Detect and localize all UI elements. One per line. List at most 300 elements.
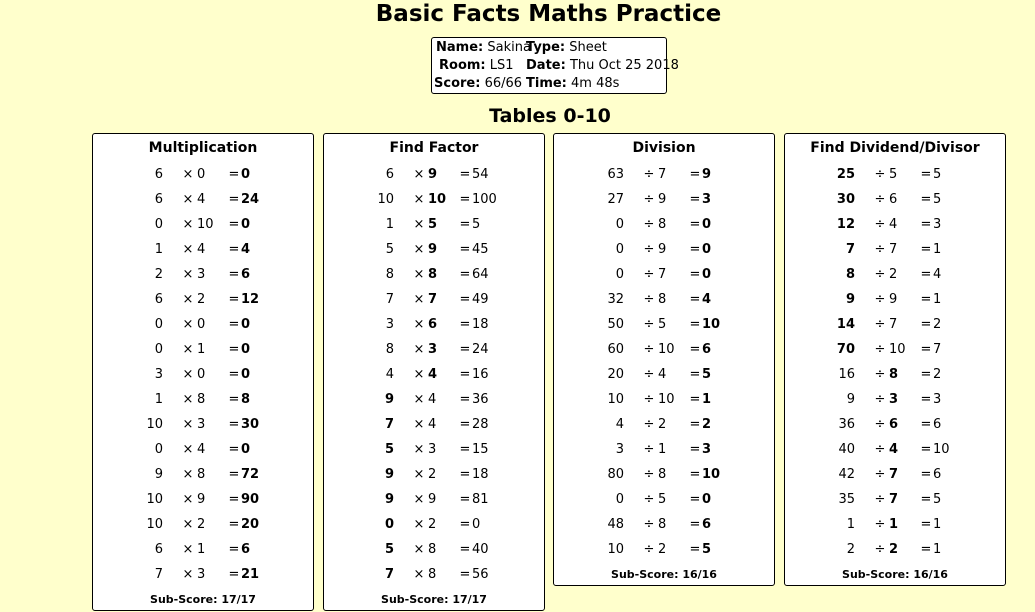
operator: ×: [413, 392, 425, 407]
fact-row: [785, 292, 1007, 317]
result: 5: [933, 192, 942, 207]
operand-b: 2: [889, 267, 898, 282]
result: 1: [933, 517, 942, 532]
equals-sign: =: [920, 242, 932, 257]
info-box: [431, 37, 679, 94]
sub-score: Sub-Score: 17/17: [150, 593, 256, 606]
fact-row: [554, 192, 776, 217]
result: 100: [472, 192, 497, 207]
operator: ×: [182, 342, 194, 357]
operator: ÷: [874, 492, 886, 507]
equals-sign: =: [689, 367, 701, 382]
operator: ×: [182, 542, 194, 557]
operand-b: 10: [197, 217, 214, 232]
fact-row: [324, 442, 546, 467]
operator: ÷: [874, 167, 886, 182]
operand-b: 4: [889, 217, 898, 232]
name-label: Name:: [436, 40, 484, 55]
tables-subtitle: Tables 0-10: [489, 105, 611, 127]
operand-a: 10: [146, 492, 163, 507]
equals-sign: =: [689, 392, 701, 407]
equals-sign: =: [228, 442, 240, 457]
operand-b: 7: [658, 267, 667, 282]
operand-a: 5: [384, 542, 394, 557]
score-value: 66/66: [484, 76, 523, 91]
operator: ×: [413, 217, 425, 232]
fact-row: [93, 567, 315, 592]
operator: ÷: [643, 392, 655, 407]
equals-sign: =: [459, 517, 471, 532]
operator: ÷: [643, 192, 655, 207]
equals-sign: =: [920, 167, 932, 182]
operand-b: 6: [428, 317, 438, 332]
equals-sign: =: [689, 317, 701, 332]
equals-sign: =: [920, 542, 932, 557]
operand-b: 9: [658, 242, 667, 257]
fact-row: [324, 492, 546, 517]
fact-row: [324, 392, 546, 417]
operand-b: 2: [428, 467, 437, 482]
result: 18: [472, 317, 489, 332]
fact-row: [324, 467, 546, 492]
operator: ×: [413, 342, 425, 357]
fact-row: [93, 217, 315, 242]
equals-sign: =: [459, 567, 471, 582]
operand-a: 7: [385, 292, 394, 307]
result: 16: [472, 367, 489, 382]
operator: ÷: [643, 342, 655, 357]
operand-b: 5: [889, 167, 898, 182]
fact-row: [324, 517, 546, 542]
fact-row: [93, 467, 315, 492]
operand-b: 10: [658, 392, 675, 407]
result: 7: [933, 342, 942, 357]
operand-a: 25: [836, 167, 855, 182]
operator: ×: [413, 242, 425, 257]
operator: ×: [413, 367, 425, 382]
operator: ×: [182, 467, 194, 482]
operand-a: 3: [385, 317, 394, 332]
operand-a: 48: [607, 517, 624, 532]
fact-row: [554, 342, 776, 367]
fact-row: [93, 442, 315, 467]
equals-sign: =: [459, 167, 471, 182]
result: 12: [241, 292, 260, 307]
operator: ×: [413, 267, 425, 282]
fact-row: [785, 242, 1007, 267]
result: 1: [933, 242, 942, 257]
equals-sign: =: [459, 492, 471, 507]
operand-a: 12: [836, 217, 855, 232]
operator: ÷: [643, 367, 655, 382]
equals-sign: =: [689, 292, 701, 307]
operand-b: 4: [197, 192, 206, 207]
fact-row: [785, 417, 1007, 442]
operand-b: 8: [889, 367, 899, 382]
equals-sign: =: [228, 542, 240, 557]
equals-sign: =: [689, 267, 701, 282]
operand-b: 4: [428, 392, 437, 407]
equals-sign: =: [228, 467, 240, 482]
fact-row: [785, 517, 1007, 542]
type-field: [526, 40, 607, 55]
operand-a: 9: [154, 467, 163, 482]
equals-sign: =: [920, 217, 932, 232]
operand-a: 80: [607, 467, 624, 482]
operand-b: 4: [428, 417, 437, 432]
time-value: 4m 48s: [571, 76, 620, 91]
equals-sign: =: [689, 417, 701, 432]
result: 72: [241, 467, 260, 482]
panel-0: [92, 133, 314, 611]
equals-sign: =: [689, 517, 701, 532]
equals-sign: =: [459, 342, 471, 357]
equals-sign: =: [920, 517, 932, 532]
fact-row: [554, 317, 776, 342]
operand-a: 4: [615, 417, 624, 432]
result: 0: [241, 217, 251, 232]
operand-a: 0: [615, 267, 624, 282]
operator: ÷: [874, 542, 886, 557]
operand-a: 7: [384, 417, 394, 432]
operand-b: 4: [889, 442, 899, 457]
result: 4: [702, 292, 712, 307]
operand-a: 0: [154, 217, 163, 232]
fact-row: [93, 492, 315, 517]
fact-row: [93, 417, 315, 442]
operand-b: 6: [889, 417, 899, 432]
operand-b: 1: [889, 517, 899, 532]
operator: ÷: [874, 442, 886, 457]
result: 5: [472, 217, 481, 232]
result: 6: [933, 417, 942, 432]
fact-row: [554, 492, 776, 517]
operand-a: 30: [836, 192, 855, 207]
result: 5: [702, 367, 712, 382]
score-field: [434, 76, 522, 91]
fact-row: [93, 267, 315, 292]
operand-a: 5: [385, 242, 394, 257]
result: 3: [933, 217, 942, 232]
fact-row: [554, 217, 776, 242]
operand-a: 7: [384, 567, 394, 582]
equals-sign: =: [459, 442, 471, 457]
equals-sign: =: [459, 242, 471, 257]
operator: ÷: [874, 342, 886, 357]
equals-sign: =: [689, 342, 701, 357]
room-label: Room:: [439, 58, 486, 73]
result: 3: [702, 192, 712, 207]
result: 64: [472, 267, 489, 282]
operand-b: 8: [658, 517, 667, 532]
fact-row: [93, 167, 315, 192]
fact-row: [93, 542, 315, 567]
equals-sign: =: [228, 392, 240, 407]
operand-b: 7: [889, 242, 898, 257]
operand-a: 10: [377, 192, 394, 207]
fact-row: [785, 367, 1007, 392]
fact-row: [785, 542, 1007, 567]
date-label: Date:: [526, 58, 566, 73]
operand-b: 7: [428, 292, 438, 307]
operand-a: 0: [384, 517, 394, 532]
equals-sign: =: [459, 392, 471, 407]
result: 1: [933, 292, 942, 307]
panel-2: [553, 133, 775, 586]
equals-sign: =: [228, 167, 240, 182]
fact-row: [324, 542, 546, 567]
operator: ×: [413, 192, 425, 207]
equals-sign: =: [459, 292, 471, 307]
result: 8: [241, 392, 251, 407]
operator: ÷: [643, 292, 655, 307]
operand-a: 10: [607, 542, 624, 557]
result: 10: [702, 317, 721, 332]
operator: ×: [182, 492, 194, 507]
operator: ÷: [643, 317, 655, 332]
operator: ÷: [874, 392, 886, 407]
panel-title: Find Dividend/Divisor: [810, 140, 980, 156]
operand-a: 0: [615, 217, 624, 232]
equals-sign: =: [920, 317, 932, 332]
result: 0: [241, 317, 251, 332]
operand-a: 6: [154, 167, 163, 182]
equals-sign: =: [920, 442, 932, 457]
equals-sign: =: [689, 192, 701, 207]
operator: ÷: [643, 492, 655, 507]
operand-a: 70: [836, 342, 855, 357]
operand-a: 60: [607, 342, 624, 357]
operand-a: 7: [154, 567, 163, 582]
operand-a: 1: [846, 517, 855, 532]
result: 0: [241, 367, 251, 382]
operand-a: 1: [385, 217, 394, 232]
operand-b: 6: [889, 192, 898, 207]
equals-sign: =: [228, 342, 240, 357]
operand-b: 7: [889, 492, 899, 507]
operand-b: 5: [428, 217, 438, 232]
result: 2: [933, 367, 942, 382]
operator: ÷: [643, 517, 655, 532]
equals-sign: =: [920, 417, 932, 432]
result: 1: [933, 542, 942, 557]
result: 4: [933, 267, 942, 282]
operand-b: 8: [428, 567, 437, 582]
operand-b: 7: [658, 167, 667, 182]
equals-sign: =: [459, 542, 471, 557]
operand-b: 8: [658, 292, 667, 307]
operator: ×: [413, 417, 425, 432]
room-field: [439, 58, 514, 73]
result: 2: [933, 317, 942, 332]
result: 30: [241, 417, 260, 432]
fact-row: [93, 192, 315, 217]
equals-sign: =: [228, 192, 240, 207]
sub-score: Sub-Score: 16/16: [611, 568, 717, 581]
operator: ÷: [643, 267, 655, 282]
operand-b: 10: [428, 192, 447, 207]
operand-b: 0: [197, 317, 206, 332]
operand-b: 4: [197, 242, 206, 257]
operand-b: 1: [197, 542, 206, 557]
equals-sign: =: [459, 417, 471, 432]
fact-row: [554, 517, 776, 542]
operator: ÷: [643, 167, 655, 182]
result: 36: [472, 392, 489, 407]
operator: ×: [182, 267, 194, 282]
operand-b: 0: [197, 167, 206, 182]
result: 6: [241, 267, 251, 282]
fact-row: [785, 492, 1007, 517]
operand-a: 9: [384, 392, 394, 407]
operand-a: 3: [615, 442, 624, 457]
result: 81: [472, 492, 489, 507]
fact-row: [554, 242, 776, 267]
operand-a: 27: [607, 192, 624, 207]
operand-a: 6: [154, 292, 163, 307]
panel-title: Division: [632, 140, 696, 156]
operand-b: 3: [197, 567, 206, 582]
fact-row: [324, 567, 546, 592]
operand-a: 20: [607, 367, 624, 382]
operator: ×: [182, 392, 194, 407]
result: 6: [241, 542, 251, 557]
operand-a: 5: [384, 442, 394, 457]
fact-row: [324, 242, 546, 267]
operand-b: 8: [658, 217, 667, 232]
result: 0: [472, 517, 481, 532]
fact-row: [554, 417, 776, 442]
result: 15: [472, 442, 489, 457]
operand-a: 40: [838, 442, 855, 457]
operand-a: 9: [845, 292, 855, 307]
date-value: Thu Oct 25 2018: [569, 58, 679, 73]
fact-row: [554, 367, 776, 392]
operand-b: 3: [428, 342, 438, 357]
equals-sign: =: [459, 367, 471, 382]
fact-row: [785, 342, 1007, 367]
result: 40: [472, 542, 489, 557]
equals-sign: =: [228, 217, 240, 232]
equals-sign: =: [228, 367, 240, 382]
equals-sign: =: [228, 417, 240, 432]
operand-b: 9: [428, 492, 437, 507]
time-label: Time:: [526, 76, 567, 91]
operator: ÷: [643, 442, 655, 457]
operator: ×: [182, 192, 194, 207]
operand-b: 3: [428, 442, 437, 457]
operand-b: 8: [428, 542, 437, 557]
result: 54: [472, 167, 489, 182]
operand-b: 9: [428, 242, 438, 257]
result: 21: [241, 567, 260, 582]
name-value: Sakina: [487, 40, 531, 55]
operator: ÷: [874, 367, 886, 382]
operand-a: 16: [838, 367, 855, 382]
operator: ×: [182, 242, 194, 257]
operand-b: 2: [197, 292, 206, 307]
operand-b: 2: [428, 517, 437, 532]
fact-row: [554, 292, 776, 317]
operator: ×: [182, 442, 194, 457]
fact-row: [785, 167, 1007, 192]
operand-a: 1: [154, 392, 163, 407]
operator: ×: [182, 217, 194, 232]
type-value: Sheet: [569, 40, 607, 55]
sub-score: Sub-Score: 16/16: [842, 568, 948, 581]
operator: ÷: [643, 417, 655, 432]
operand-a: 0: [154, 317, 163, 332]
result: 5: [702, 542, 712, 557]
operator: ÷: [643, 467, 655, 482]
equals-sign: =: [228, 267, 240, 282]
equals-sign: =: [228, 292, 240, 307]
operand-a: 14: [836, 317, 855, 332]
fact-row: [554, 442, 776, 467]
operand-a: 6: [154, 192, 163, 207]
equals-sign: =: [689, 467, 701, 482]
operand-a: 50: [607, 317, 624, 332]
result: 4: [241, 242, 251, 257]
operand-b: 2: [889, 542, 899, 557]
panel-title: Find Factor: [389, 140, 479, 156]
operand-b: 9: [889, 292, 898, 307]
equals-sign: =: [689, 442, 701, 457]
result: 49: [472, 292, 489, 307]
result: 6: [702, 517, 712, 532]
fact-row: [785, 467, 1007, 492]
operand-b: 4: [428, 367, 438, 382]
operator: ×: [413, 167, 425, 182]
equals-sign: =: [920, 342, 932, 357]
fact-row: [785, 217, 1007, 242]
operand-a: 9: [846, 392, 855, 407]
operand-a: 1: [154, 242, 163, 257]
operand-b: 3: [889, 392, 899, 407]
fact-row: [554, 542, 776, 567]
fact-row: [93, 517, 315, 542]
operand-b: 2: [658, 417, 667, 432]
equals-sign: =: [228, 517, 240, 532]
operand-b: 2: [658, 542, 667, 557]
fact-row: [93, 292, 315, 317]
operator: ÷: [874, 467, 886, 482]
operator: ÷: [874, 267, 886, 282]
result: 3: [702, 442, 712, 457]
fact-row: [785, 317, 1007, 342]
operand-a: 36: [838, 417, 855, 432]
operand-a: 32: [607, 292, 624, 307]
operator: ÷: [874, 517, 886, 532]
equals-sign: =: [689, 542, 701, 557]
result: 18: [472, 467, 489, 482]
name-field: [436, 40, 531, 55]
result: 0: [241, 167, 251, 182]
operator: ×: [182, 367, 194, 382]
operator: ÷: [874, 192, 886, 207]
equals-sign: =: [689, 217, 701, 232]
fact-row: [324, 217, 546, 242]
fact-row: [93, 367, 315, 392]
result: 24: [241, 192, 260, 207]
operator: ÷: [874, 417, 886, 432]
operator: ÷: [643, 217, 655, 232]
operand-a: 8: [845, 267, 855, 282]
operator: ÷: [643, 542, 655, 557]
operator: ÷: [643, 242, 655, 257]
operator: ×: [182, 167, 194, 182]
operand-a: 9: [384, 467, 394, 482]
